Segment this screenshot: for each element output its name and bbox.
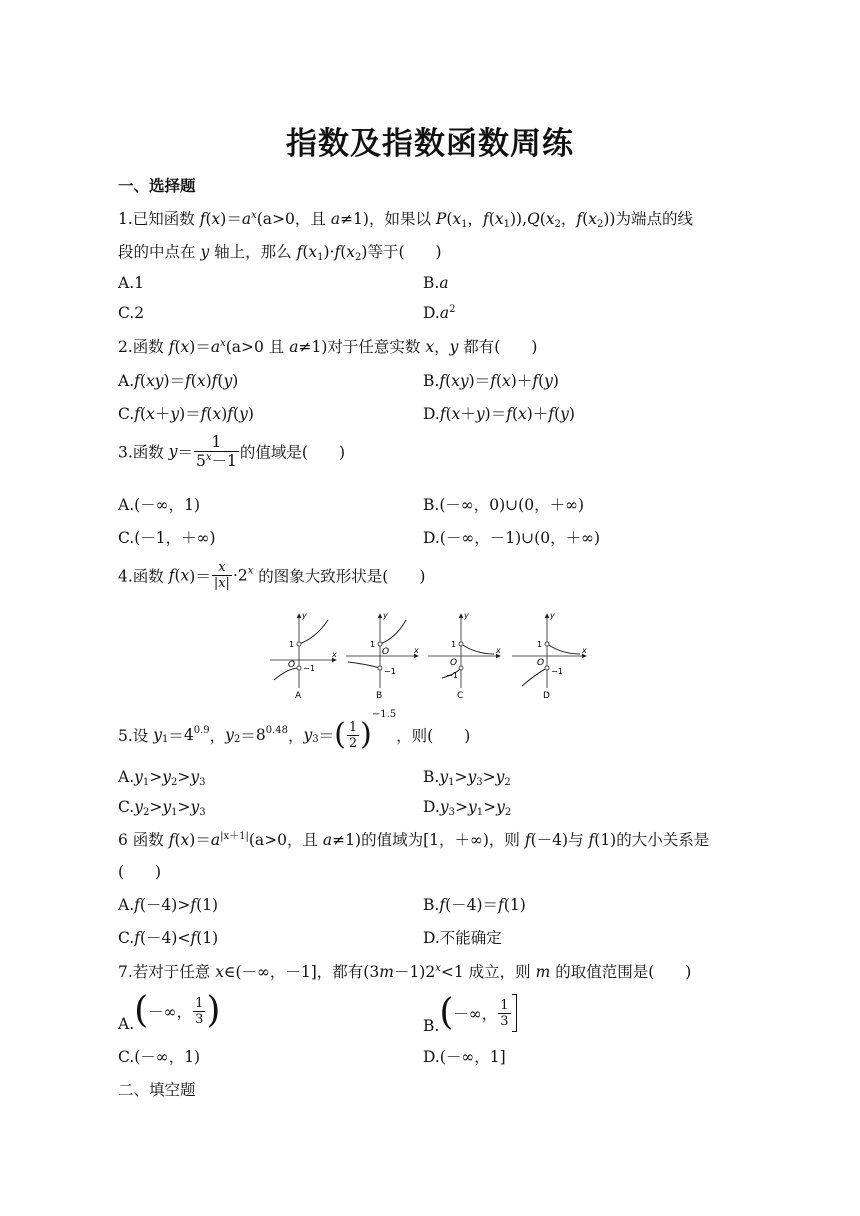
q4-c-y-label: y	[464, 611, 469, 620]
q1-option-a[interactable]: A.1	[118, 274, 144, 292]
q4-d-neg-one-label: −1	[551, 667, 563, 676]
q4-a-origin-label: O	[288, 660, 296, 670]
question-7: 7.若对于任意 x∈(－∞，－1]，都有$(3m-1)2^x<1$ 成立，则 m 的取值范围是( )	[118, 963, 692, 981]
q4-d-origin-label: O	[537, 658, 545, 668]
q4-b-y-label: y	[383, 611, 388, 620]
section-heading-choice: 一、选择题	[118, 177, 196, 195]
q4-c-x-label: x	[496, 646, 501, 655]
question-1-line2: 段的中点在 y 轴上，那么 $f(x_1)\cdot f(x_2)$等于( )	[118, 243, 442, 263]
question-3: 3.函数 y＝ $\frac{1}{5^x-1}$ 的值域是( )	[118, 433, 345, 470]
q4-d-y-label: y	[550, 611, 555, 620]
q4-a-y-label: y	[302, 611, 307, 620]
q5-option-d[interactable]: $D.y_3>y_1>y_2$	[423, 798, 512, 818]
question-4: 4.函数 f(x)＝ $\frac{x}{|x|}$ $\cdot 2^x$ 的图象大致形状是( )	[118, 560, 426, 591]
q5-option-a[interactable]: $A.y_1>y_2>y_3$	[118, 768, 206, 788]
question-1-line1: 1.已知函数 $f(x)=a^x(a>0$，且 a≠1)，如果以 $P(x_1$，$f(x_1)),Q(x_2$，$f(x_2)$)为端点的线	[118, 210, 693, 230]
q7-option-c[interactable]: C.(－∞，1)	[118, 1048, 201, 1066]
q3-option-c[interactable]: C.(－1，＋∞)	[118, 529, 216, 547]
q6-option-d[interactable]: D.不能确定	[423, 929, 502, 947]
q4-b-neg-one-label: −1	[384, 667, 396, 676]
q1-option-d[interactable]: $D.a^2$	[423, 304, 456, 322]
q3-option-d[interactable]: D.(－∞，－1)∪(0，＋∞)	[423, 529, 601, 547]
q7-b-right-bracket	[512, 994, 517, 1032]
q4-b-origin-label: O	[382, 647, 390, 657]
q4-c-one-label: 1	[451, 640, 457, 649]
q6-option-c[interactable]: C.f(－4)<f(1)	[118, 929, 219, 947]
q4-d-x-label: x	[582, 646, 587, 655]
q4-c-origin-label: O	[450, 658, 458, 668]
q7-option-b[interactable]: B.(－∞， $\frac{1}{3}$	[423, 994, 517, 1035]
q4-graph-c[interactable]	[428, 611, 501, 700]
q2-option-b[interactable]: B.f(xy)＝f(x)＋f(y)	[423, 372, 559, 390]
q4-a-caption: A	[295, 691, 302, 700]
q4-a-one-label: 1	[289, 640, 295, 649]
q2-option-a[interactable]: A.f(xy)＝f(x)f(y)	[118, 372, 239, 390]
section-heading-fill-blank: 二、填空题	[118, 1081, 196, 1099]
q4-fraction: $\frac{x}{|x|}$	[213, 560, 230, 591]
q4-c-neg-one-label: −1	[446, 671, 458, 680]
q7-option-d[interactable]: D.(－∞，1]	[423, 1048, 506, 1066]
q2-option-c[interactable]: C.f(x＋y)＝f(x)f(y)	[118, 405, 254, 423]
q2-option-d[interactable]: D.f(x＋y)＝f(x)＋f(y)	[423, 405, 575, 423]
question-6-line1: 6 函数 $f(x)=a^{|x+1|}(a>0$，且 a≠1)的值域为[1，＋∞)，则 f(－4)与 f(1)的大小关系是	[118, 831, 710, 849]
q4-graph-d[interactable]	[512, 611, 587, 700]
q6-option-a[interactable]: A.f(－4)>f(1)	[118, 896, 219, 914]
q7-a-fraction: $\frac{1}{3}$	[195, 995, 204, 1027]
page-title: 指数及指数函数周练	[286, 126, 574, 162]
q4-d-caption: D	[543, 691, 550, 700]
q4-d-one-label: 1	[537, 640, 543, 649]
q4-b-caption: B	[376, 691, 383, 700]
q4-a-neg-one-label: −1	[303, 664, 315, 673]
question-2: 2.函数 $f(x)=a^x(a>0$ 且 a≠1)对于任意实数 x，y 都有( )	[118, 338, 538, 356]
q4-graph-a[interactable]	[270, 611, 337, 700]
q7-b-fraction: $\frac{1}{3}$	[500, 997, 509, 1029]
q4-graphs-svg	[266, 608, 596, 700]
question-5: 5.设 $y_1=4^{0.9}$，$y_2=8^{0.48}$，$y_3=$( $\frac{1}{2}$ )$^{-1.5}$，则( )	[118, 709, 471, 752]
q7-option-a[interactable]: A.(－∞， $\frac{1}{3}$ )	[118, 990, 221, 1033]
q4-b-x-label: x	[414, 646, 419, 655]
q5-option-b[interactable]: $B.y_1>y_3>y_2$	[423, 768, 511, 788]
q5-option-c[interactable]: $C.y_2>y_1>y_3$	[118, 798, 206, 818]
q4-b-one-label: 1	[370, 640, 376, 649]
q4-graph-b[interactable]	[346, 611, 419, 700]
q6-option-b[interactable]: B.f(－4)＝f(1)	[423, 896, 526, 914]
q1-option-c[interactable]: C.2	[118, 304, 145, 322]
q3-option-b[interactable]: B.(－∞，0)∪(0，＋∞)	[423, 496, 585, 514]
q4-a-x-label: x	[332, 650, 337, 659]
q3-option-a[interactable]: A.(－∞，1)	[118, 496, 200, 514]
q1-option-b[interactable]: B.a	[423, 274, 449, 292]
q5-y3-fraction: $\frac{1}{2}$	[348, 719, 358, 751]
q3-fraction: $\frac{1}{5^x-1}$	[196, 433, 237, 470]
q4-graph-options	[266, 608, 596, 704]
q4-c-caption: C	[457, 691, 464, 700]
question-6-line2: ( )	[118, 863, 162, 881]
